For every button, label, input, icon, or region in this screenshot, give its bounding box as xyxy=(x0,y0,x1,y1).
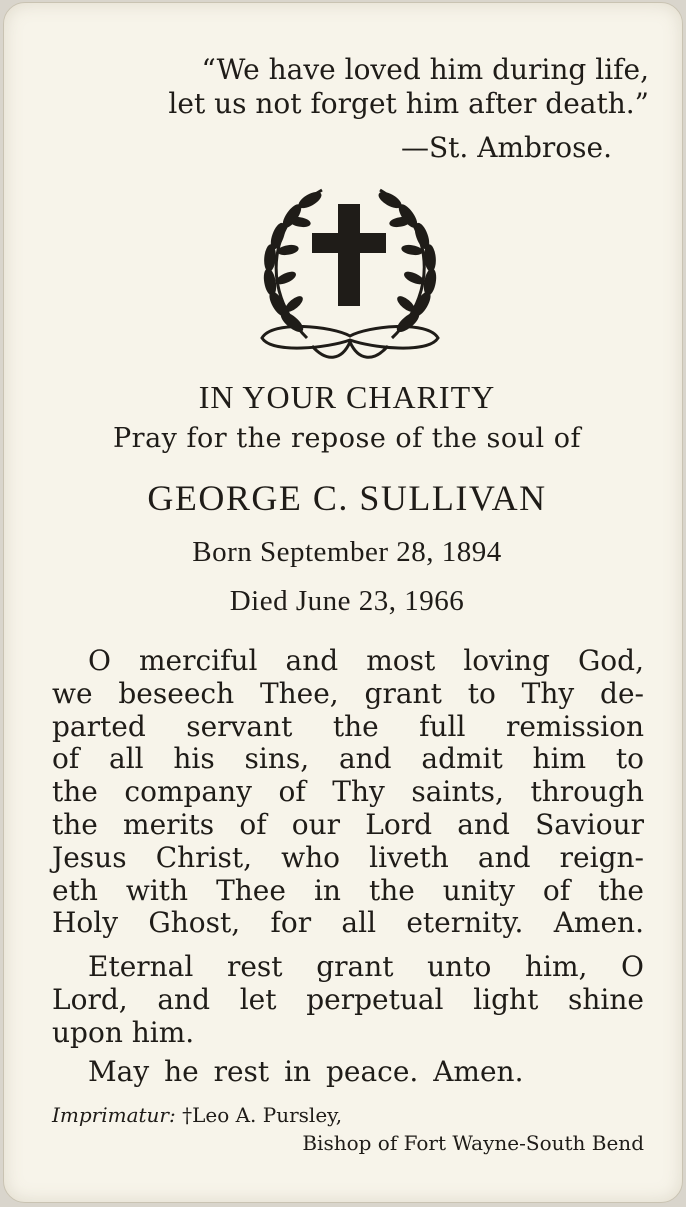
quote-line-2: let us not forget him after death.” xyxy=(168,87,649,120)
quote-attribution: —St. Ambrose. xyxy=(400,131,612,164)
prayer-line: the merits of our Lord and Saviour xyxy=(52,807,644,841)
prayer-line: we beseech Thee, grant to Thy de- xyxy=(52,676,644,710)
prayer-line: of all his sins, and admit him to xyxy=(52,742,644,776)
death-date: Died June 23, 1966 xyxy=(229,585,465,617)
quote xyxy=(44,53,649,121)
prayer-paragraph-1 xyxy=(52,645,644,940)
imprimatur-title: Bishop of Fort Wayne-South Bend xyxy=(302,1131,644,1155)
prayer-line: O merciful and most loving God, xyxy=(88,644,644,677)
prayer-line: the company of Thy saints, through xyxy=(52,775,644,809)
imprimatur-label: Imprimatur: xyxy=(52,1103,176,1127)
imprimatur xyxy=(52,1101,342,1129)
prayer-line: Eternal rest grant unto him, O xyxy=(88,950,644,983)
prayer-line: Lord, and let perpetual light shine xyxy=(52,982,644,1016)
prayer-line: Jesus Christ, who liveth and reign- xyxy=(52,840,644,874)
prayer-line: May he rest in peace. Amen. xyxy=(88,1055,524,1088)
memorial-card xyxy=(3,2,683,1203)
prayer-paragraph-2 xyxy=(52,951,644,1049)
heading: IN YOUR CHARITY xyxy=(198,379,496,415)
prayer-line: parted servant the full remission xyxy=(52,709,644,743)
prayer-line: upon him. xyxy=(52,1015,195,1049)
prayer-line: eth with Thee in the unity of the xyxy=(52,873,644,907)
cross-wreath-icon xyxy=(252,178,448,373)
quote-line-1: “We have loved him during life, xyxy=(201,53,649,86)
imprimatur-signer: †Leo A. Pursley, xyxy=(182,1103,343,1127)
prayer-line: Holy Ghost, for all eternity. Amen. xyxy=(52,906,644,940)
subheading: Pray for the repose of the soul of xyxy=(113,423,581,454)
prayer-paragraph-3 xyxy=(52,1056,644,1089)
birth-date: Born September 28, 1894 xyxy=(192,536,502,568)
deceased-name: GEORGE C. SULLIVAN xyxy=(147,478,547,518)
